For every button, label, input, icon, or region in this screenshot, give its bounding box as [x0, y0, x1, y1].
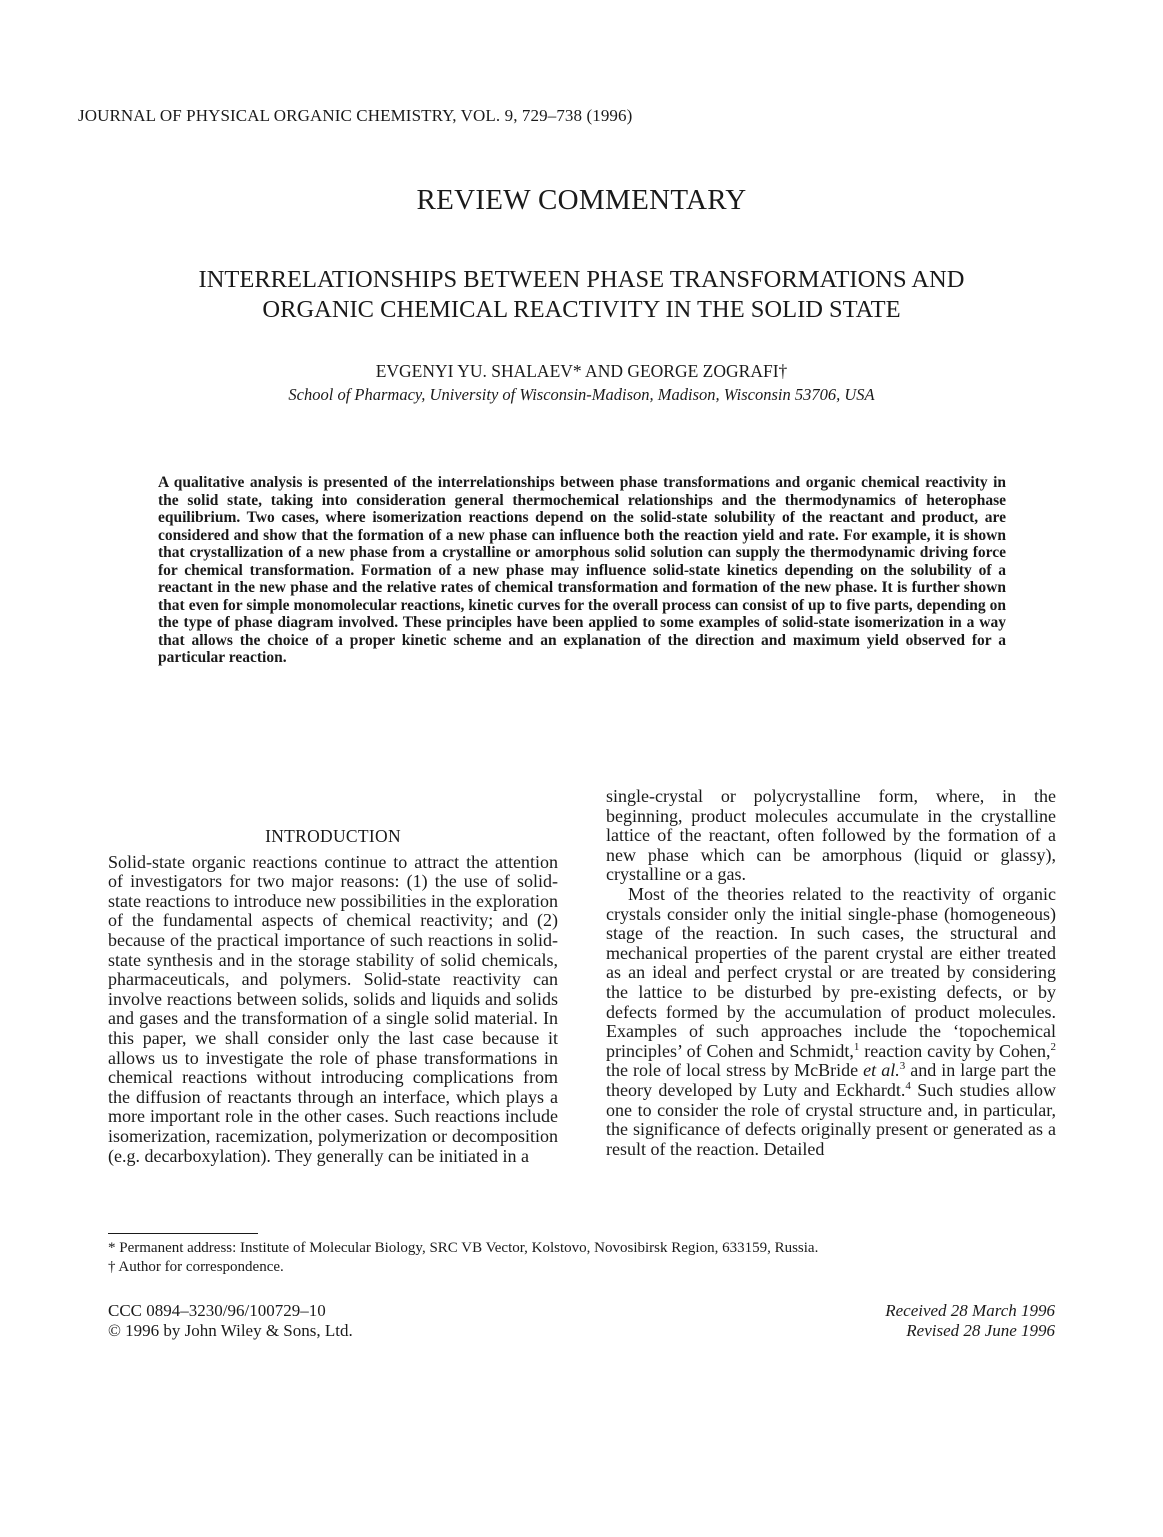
journal-header: JOURNAL OF PHYSICAL ORGANIC CHEMISTRY, VOL. 9, 729–738 (1996)	[78, 106, 633, 125]
footnote-divider	[108, 1233, 258, 1234]
footnote-permanent-address: * Permanent address: Institute of Molecular Biology, SRC VB Vector, Kolstovo, Novosibirsk Region, 633159, Russia.	[108, 1240, 819, 1256]
citation-ref[interactable]: 4	[905, 1079, 911, 1092]
paragraph: single-crystal or polycrystalline form, where, in the beginning, product molecules accumulate in the crystalline lattice of the reactant, often followed by the formation of a new phase which can be amorphous (liquid or glassy), crystalline or a gas.	[606, 786, 1056, 885]
right-column	[606, 787, 1056, 1159]
citation-ref[interactable]: 1	[853, 1040, 860, 1053]
text-run: the role of local stress by McBride	[606, 1060, 864, 1081]
text-run: Such studies allow one to consider the role of crystal structure and, in particular, the significance of defects originally present or generated as a result of the reaction. Detailed	[606, 1079, 1056, 1159]
et-al: et al.	[863, 1060, 900, 1081]
received-dates	[885, 1301, 1055, 1341]
copyright-block	[108, 1301, 353, 1341]
left-column	[108, 827, 558, 1166]
footnote-correspondence: † Author for correspondence.	[108, 1259, 284, 1275]
section-heading-introduction: INTRODUCTION	[265, 826, 401, 846]
ccc-code: CCC 0894–3230/96/100729–10	[108, 1301, 326, 1320]
footnotes	[108, 1239, 818, 1277]
paragraph: Solid-state organic reactions continue to attract the attention of investigators for two major reasons: (1) the use of solid-state reactions to introduce new possibilities in the exploration of the fundamental aspects of chemical reactivity; and (2) because of the practical importance of such reactions in solid-state synthesis and in the storage stability of solid chemicals, pharmaceuticals, and polymers. Solid-state reactivity can involve reactions between solids, solids and liquids and solids and gases and the transformation of a single solid material. In this paper, we shall consider only the last case because it allows us to investigate the role of phase transformations in chemical reactions without introducing complications from the diffusion of reactants through an interface, which plays a more important role in the other cases. Such reactions include isomerization, racemization, polymerization or decomposition (e.g. decarboxylation). They generally can be initiated in a	[108, 851, 558, 1166]
copyright: © 1996 by John Wiley & Sons, Ltd.	[108, 1321, 353, 1340]
revised-date: Revised 28 June 1996	[906, 1321, 1055, 1340]
citation-ref[interactable]: 3	[899, 1060, 906, 1073]
citation-ref[interactable]: 2	[1050, 1040, 1056, 1053]
text-run: and in large part the theory developed by Luty and Eckhardt.	[606, 1060, 1056, 1100]
paragraph-with-citations	[606, 885, 1056, 1159]
affiliation: School of Pharmacy, University of Wisconsin-Madison, Madison, Wisconsin 53706, USA	[288, 385, 875, 404]
section-title: REVIEW COMMENTARY	[416, 184, 747, 216]
abstract: A qualitative analysis is presented of the interrelationships between phase transformations and organic chemical reactivity in the solid state, taking into consideration general thermochemical relationships and the thermodynamics of heterophase equilibrium. Two cases, where isomerization reactions depend on the solid-state solubility of the reactant and product, are considered and show that the formation of a new phase can influence both the reaction yield and rate. For example, it is shown that crystallization of a new phase from a crystalline or amorphous solid solution can supply the thermodynamic driving force for chemical transformation. Formation of a new phase may influence solid-state kinetics depending on the solubility of a reactant in the new phase and the relative rates of chemical transformation and formation of the new phase. It is further shown that even for simple monomolecular reactions, kinetic curves for the overall process can consist of up to five parts, depending on the type of phase diagram involved. These principles have been applied to some examples of solid-state isomerization in a way that allows the choice of a proper kinetic scheme and an explanation of the direction and maximum yield observed for a particular reaction.	[158, 474, 1006, 666]
article-title	[100, 265, 1063, 325]
article-title-line-2: ORGANIC CHEMICAL REACTIVITY IN THE SOLID STATE	[262, 296, 901, 323]
authors: EVGENYI YU. SHALAEV* AND GEORGE ZOGRAFI†	[375, 361, 788, 381]
text-run: Most of the theories related to the reactivity of organic crystals consider only the initial single-phase (homogeneous) stage of the reaction. In such cases, the structural and mechanical properties of the parent crystal are either treated as an ideal and perfect crystal or are treated by considering the lattice to be disturbed by pre-existing defects, or by defects formed by the accumulation of product molecules. Examples of such approaches include the ‘topochemical principles’ of Cohen and Schmidt,	[606, 883, 1056, 1061]
text-run: reaction cavity by Cohen,	[859, 1040, 1051, 1061]
article-title-line-1: INTERRELATIONSHIPS BETWEEN PHASE TRANSFORMATIONS AND	[198, 266, 965, 293]
received-date: Received 28 March 1996	[885, 1301, 1055, 1320]
